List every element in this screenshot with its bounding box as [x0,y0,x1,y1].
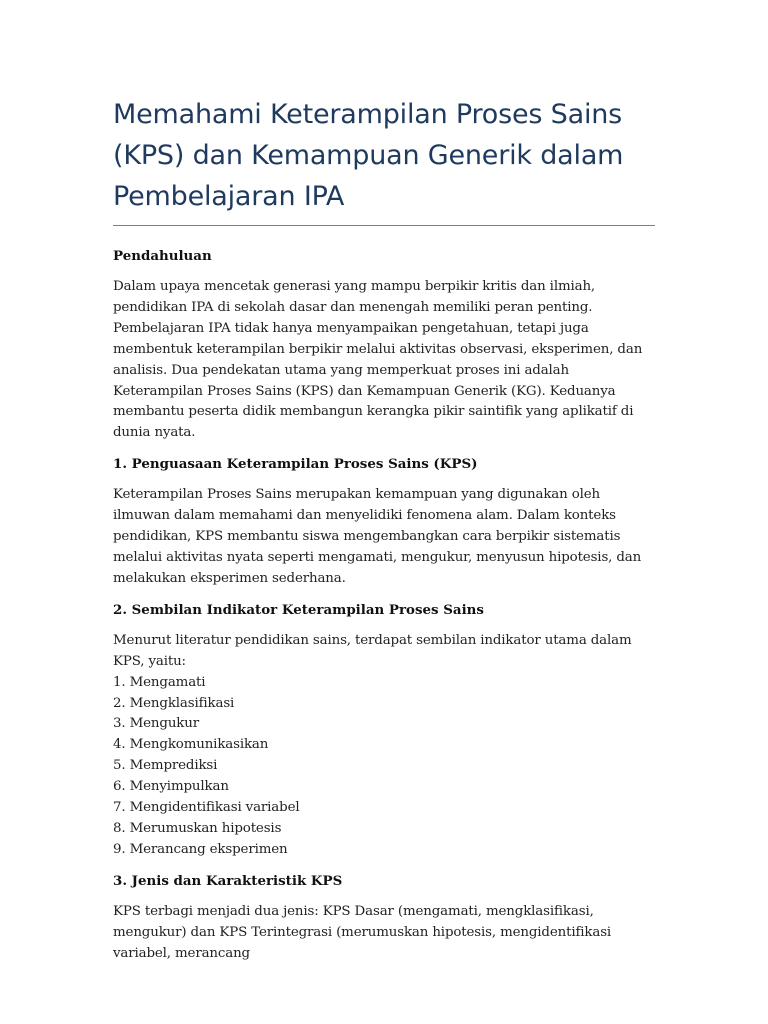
list-item: 2. Mengklasifikasi [113,695,235,711]
document-page [113,94,658,974]
section-paragraph-introduction: Dalam upaya mencetak generasi yang mampu berpikir kritis dan ilmiah, pendidikan IPA di sekolah dasar dan menengah memiliki peran penting. Pembelajaran IPA tidak hanya menyampaikan pengetahuan, tetapi juga membentuk keterampilan berpikir melalui aktivitas observasi, eksperimen, dan analisis. Dua pendekatan utama yang memperkuat proses ini adalah Keterampilan Proses Sains (KPS) dan Kemampuan Generik (KG). Keduanya membantu peserta didik membangun kerangka pikir saintifik yang aplikatif di dunia nyata. [113,279,643,441]
list-item: 9. Merancang eksperimen [113,841,288,857]
section-heading-kps-mastery: 1. Penguasaan Keterampilan Proses Sains (KPS) [113,456,478,473]
section-paragraph-nine-indicators: Menurut literatur pendidikan sains, terdapat sembilan indikator utama dalam KPS, yaitu: [113,632,632,669]
document-title: Memahami Keterampilan Proses Sains (KPS) dan Kemampuan Generik dalam Pembelajaran IPA [113,99,624,212]
section-heading-introduction: Pendahuluan [113,248,212,264]
section-paragraph-kps-types: KPS terbagi menjadi dua jenis: KPS Dasar (mengamati, mengklasifikasi, mengukur) dan KPS Terintegrasi (merumuskan hipotesis, mengidentifikasi variabel, merancang [113,903,612,961]
list-item: 4. Mengkomunikasikan [113,737,269,753]
list-item: 8. Merumuskan hipotesis [113,820,282,836]
title-divider [113,225,655,226]
list-item: 6. Menyimpulkan [113,779,229,795]
list-item: 7. Mengidentifikasi variabel [113,800,300,816]
section-heading-nine-indicators: 2. Sembilan Indikator Keterampilan Proses Sains [113,601,484,618]
list-item: 1. Mengamati [113,674,206,690]
section-paragraph-kps-mastery: Keterampilan Proses Sains merupakan kemampuan yang digunakan oleh ilmuwan dalam memahami dan menyelidiki fenomena alam. Dalam konteks pendidikan, KPS membantu siswa mengembangkan cara berpikir sistematis melalui aktivitas nyata seperti mengamati, mengukur, menyusun hipotesis, dan melakukan eksperimen sederhana. [113,487,642,586]
section-heading-kps-types: 3. Jenis dan Karakteristik KPS [113,872,343,889]
list-item: 3. Mengukur [113,716,199,732]
indicator-list [113,673,658,861]
list-item: 5. Memprediksi [113,758,218,774]
